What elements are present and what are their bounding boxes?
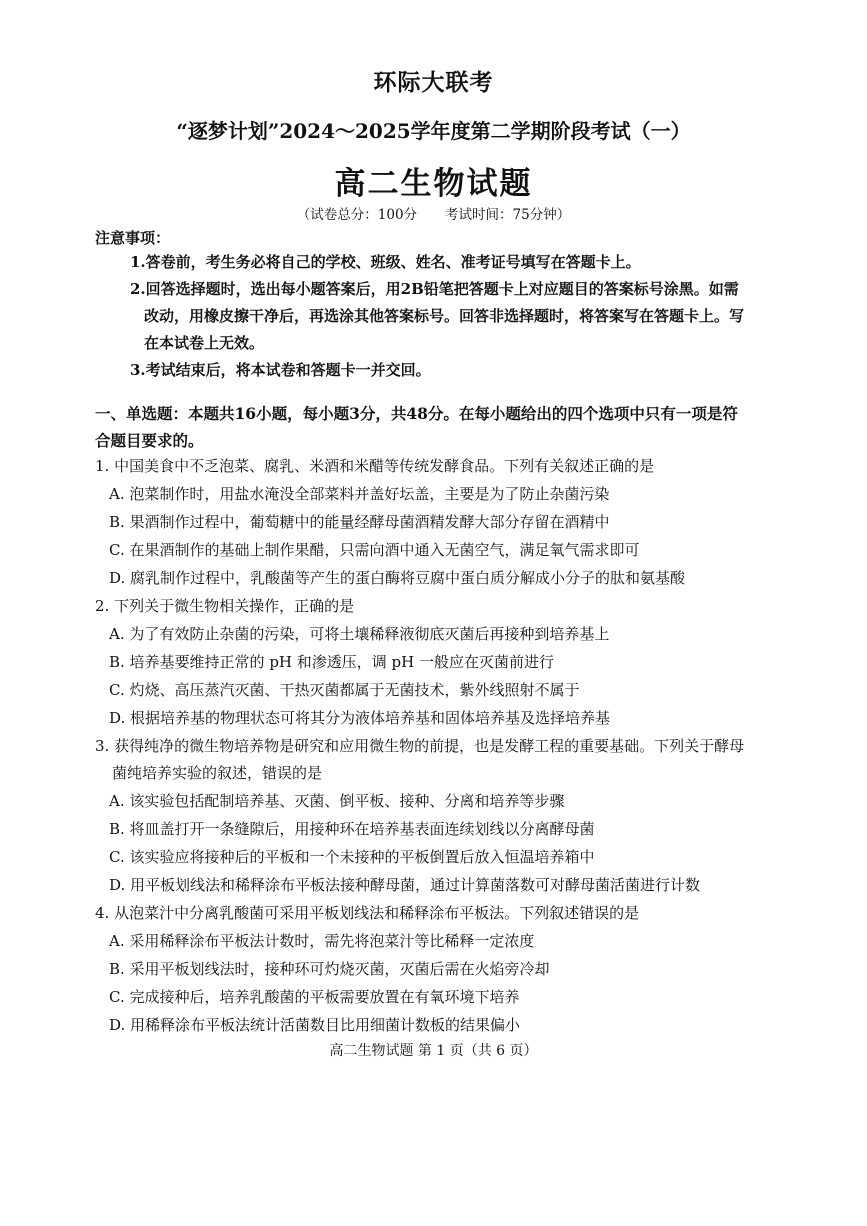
question-2-option-d: D. 根据培养基的物理状态可将其分为液体培养基和固体培养基及选择培养基 (109, 709, 611, 727)
question-3-stem: 3. 获得纯净的微生物培养物是研究和应用微生物的前提，也是发酵工程的重要基础。下列关于酵母 (95, 737, 745, 755)
page-footer: 高二生物试题 第 1 页（共 6 页） (329, 1043, 538, 1059)
question-3-option-b: B. 将皿盖打开一条缝隙后，用接种环在培养基表面连续划线以分离酵母菌 (109, 820, 595, 838)
exam-meta (0, 203, 867, 223)
question-3-option-c: C. 该实验应将接种后的平板和一个未接种的平板倒置后放入恒温培养箱中 (109, 848, 595, 866)
question-2-stem: 2. 下列关于微生物相关操作，正确的是 (95, 597, 355, 615)
notice-item-cont: 在本试卷上无效。 (144, 334, 265, 352)
question-1-stem: 1. 中国美食中不乏泡菜、腐乳、米酒和米醋等传统发酵食品。下列有关叙述正确的是 (95, 457, 655, 475)
section-line: 一、单选题：本题共16小题，每小题3分，共48分。在每小题给出的四个选项中只有一项是符 (95, 404, 738, 423)
total-score: （试卷总分：100分 (296, 207, 418, 223)
question-4-option-d: D. 用稀释涂布平板法统计活菌数目比用细菌计数板的结果偏小 (109, 1016, 521, 1034)
exam-time: 考试时间：75分钟） (445, 207, 571, 223)
question-2-option-c: C. 灼烧、高压蒸汽灭菌、干热灭菌都属于无菌技术，紫外线照射不属于 (109, 681, 580, 699)
question-3-stem-cont: 菌纯培养实验的叙述，错误的是 (112, 764, 323, 782)
question-3-option-a: A. 该实验包括配制培养基、灭菌、倒平板、接种、分离和培养等步骤 (109, 792, 565, 810)
question-2-option-a: A. 为了有效防止杂菌的污染，可将土壤稀释液彻底灭菌后再接种到培养基上 (109, 625, 610, 643)
notice-item-text: 2.回答选择题时，选出每小题答案后，用2B铅笔把答题卡上对应题目的答案标号涂黑。如需 (130, 280, 739, 298)
section-line: 合题目要求的。 (95, 431, 204, 450)
question-4-option-a: A. 采用稀释涂布平板法计数时，需先将泡菜汁等比稀释一定浓度 (109, 932, 535, 950)
question-3-option-d: D. 用平板划线法和稀释涂布平板法接种酵母菌，通过计算菌落数可对酵母菌活菌进行计数 (109, 876, 701, 894)
question-1-option-b: B. 果酒制作过程中，葡萄糖中的能量经酵母菌酒精发酵大部分存留在酒精中 (109, 513, 610, 531)
org-title: 环际大联考 (373, 69, 494, 96)
subject-title: 高二生物试题 (334, 166, 533, 202)
question-2-option-b: B. 培养基要维持正常的 pH 和渗透压，调 pH 一般应在灭菌前进行 (109, 653, 555, 671)
notice-item-cont: 改动，用橡皮擦干净后，再选涂其他答案标号。回答非选择题时，将答案写在答题卡上。写 (144, 307, 745, 325)
section-heading (95, 400, 785, 454)
notice-item-text: 3.考试结束后，将本试卷和答题卡一并交回。 (130, 361, 431, 379)
notice-item-1 (130, 249, 785, 276)
notice-title: 注意事项： (95, 229, 171, 247)
notice-item-3 (130, 357, 785, 384)
exam-title: “逐梦计划”2024～2025学年度第二学期阶段考试（一） (176, 119, 691, 143)
notice-item-text: 1.答卷前，考生务必将自己的学校、班级、姓名、准考证号填写在答题卡上。 (130, 253, 641, 271)
question-1-option-d: D. 腐乳制作过程中，乳酸菌等产生的蛋白酶将豆腐中蛋白质分解成小分子的肽和氨基酸 (109, 569, 686, 587)
question-1-option-a: A. 泡菜制作时，用盐水淹没全部菜料并盖好坛盖，主要是为了防止杂菌污染 (109, 485, 610, 503)
question-4-stem: 4. 从泡菜汁中分离乳酸菌可采用平板划线法和稀释涂布平板法。下列叙述错误的是 (95, 904, 640, 922)
question-1-option-c: C. 在果酒制作的基础上制作果醋，只需向酒中通入无菌空气，满足氧气需求即可 (109, 541, 640, 559)
notice-item-2 (130, 276, 785, 357)
question-4-option-c: C. 完成接种后，培养乳酸菌的平板需要放置在有氧环境下培养 (109, 988, 520, 1006)
question-4-option-b: B. 采用平板划线法时，接种环可灼烧灭菌，灭菌后需在火焰旁冷却 (109, 960, 550, 978)
